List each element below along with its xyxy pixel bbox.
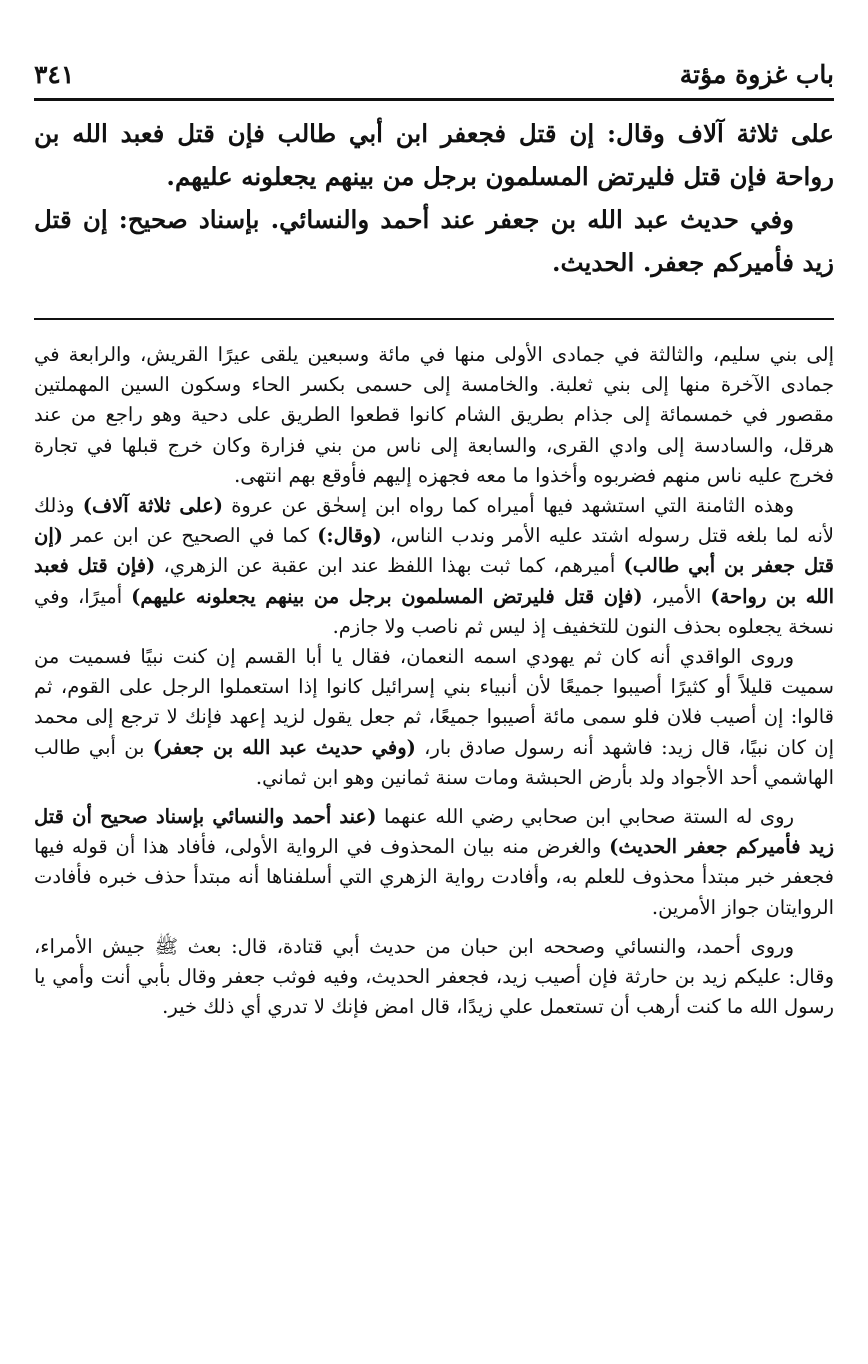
header-rule — [34, 98, 834, 101]
quoted-matn: (فإن قتل فعبد الله بن رواحة) — [34, 554, 834, 608]
quoted-matn: (فإن قتل فليرتض المسلمون برجل من بينهم يجعلونه عليهم) — [131, 584, 643, 608]
commentary-text-run: وهذه الثامنة التي استشهد فيها أميراه كما رواه ابن إسحٰق عن عروة — [222, 494, 794, 518]
commentary-text-run: وروى الواقدي أنه كان ثم يهودي اسمه النعمان، فقال يا أبا القسم إن كنت نبيًا فسميت من سميت قليلاً أو كثيرًا أصيبوا جميعًا لأن أنبياء بني إسرائيل كانوا إذا استعملوا الرجل على القوم، ثم قالوا: إن أصيب فلان فلو سمى مائة أصيبوا جميعًا، ثم جعل يقول لزيد إعهد فإنك لا ترجع إلى محمد إن كان نبيًا، قال زيد: فاشهد أنه رسول صادق بار، — [34, 645, 835, 759]
commentary-paragraph-1: إلى بني سليم، والثالثة في جمادى الأولى منها في مائة وسبعين يلقى عيرًا القريش، والرابعة في جمادى الآخرة منها إلى بني ثعلبة. والخامسة إلى حسمى بكسر الحاء وسكون السين المهملتين مقصور في خمسمائة إلى جذام بطريق الشام كانوا قطعوا الطريق على دحية وهو راجع من عند هرقل، والسادسة إلى وادي القرى، والسابعة إلى ناس من بني فزارة وكان خرج قبلها في تجارة فخرج عليه ناس منهم فضربوه وأخذوا ما معه فجهزه إليهم فأوقع بهم انتهى. — [34, 343, 834, 487]
commentary-text-run: أميرًا، وفي نسخة يجعلوه بحذف النون للتخفيف إذ ليس ثم ناصب ولا جازم. — [34, 584, 834, 638]
quoted-matn: (إن قتل جعفر بن أبي طالب) — [34, 524, 834, 578]
commentary-text-run: والغرض منه بيان المحذوف في الرواية الأولى، فأفاد هذا أن قوله فيها فجعفر خبر مبتدأ محذوف للعلم به، وأفادت رواية الزهري التي أسلفناها أنه مبتدأ حذف خبره فأفادت الروايتان جواز الأمرين. — [34, 835, 834, 919]
commentary-paragraph-2 — [34, 491, 834, 642]
commentary-text-run: وذلك لأنه لما بلغه قتل رسوله اشتد عليه الأمر وندب الناس، — [34, 494, 834, 548]
quoted-matn: (وفي حديث عبد الله بن جعفر) — [152, 735, 416, 759]
quoted-matn: (وقال:) — [317, 524, 382, 548]
commentary-paragraph-3 — [34, 642, 834, 793]
commentary-text-run: بن أبي طالب الهاشمي أحد الأجواد ولد بأرض الحبشة ومات سنة ثمانين وهو ابن ثماني. — [34, 735, 834, 789]
commentary-text-run: الأمير، — [642, 584, 711, 608]
commentary-paragraph-4 — [34, 802, 834, 923]
running-title: باب غزوة مؤتة — [679, 59, 834, 89]
commentary-text-run: كما في الصحيح عن ابن عمر — [62, 524, 318, 548]
hadith-text — [34, 112, 834, 284]
page-number: ٣٤١ — [34, 59, 75, 89]
commentary-text-run: روى له الستة صحابي ابن صحابي رضي الله عنهما — [376, 805, 794, 829]
hadith-paragraph-1: على ثلاثة آلاف وقال: إن قتل فجعفر ابن أبي طالب فإن قتل فعبد الله بن رواحة فإن قتل فليرتض المسلمون برجل من بينهم يجعلونه عليهم. — [34, 119, 834, 191]
quoted-matn: (على ثلاثة آلاف) — [82, 494, 223, 518]
commentary-paragraph-5: وروى أحمد، والنسائي وصححه ابن حبان من حديث أبي قتادة، قال: بعث ﷺ جيش الأمراء، وقال: عليكم زيد بن حارثة فإن أصيب زيد، فجعفر الحديث، وفيه فوثب جعفر وقال بأبي أنت وأمي يا رسول الله ما كنت أرهب أن تستعمل علي زيدًا، قال امض فإنك لا تدري أي ذلك خير. — [34, 934, 834, 1019]
commentary-text-run: أميرهم، كما ثبت بهذا اللفظ عند ابن عقبة عن الزهري، — [155, 554, 624, 578]
commentary-text — [34, 340, 834, 1022]
separator-rule — [34, 318, 834, 320]
hadith-paragraph-2: وفي حديث عبد الله بن جعفر عند أحمد والنسائي. بإسناد صحيح: إن قتل زيد فأميركم جعفر. الحديث. — [34, 205, 834, 277]
quoted-matn: (عند أحمد والنسائي بإسناد صحيح أن قتل زيد فأميركم جعفر الحديث) — [34, 805, 834, 859]
page-header — [34, 52, 834, 96]
